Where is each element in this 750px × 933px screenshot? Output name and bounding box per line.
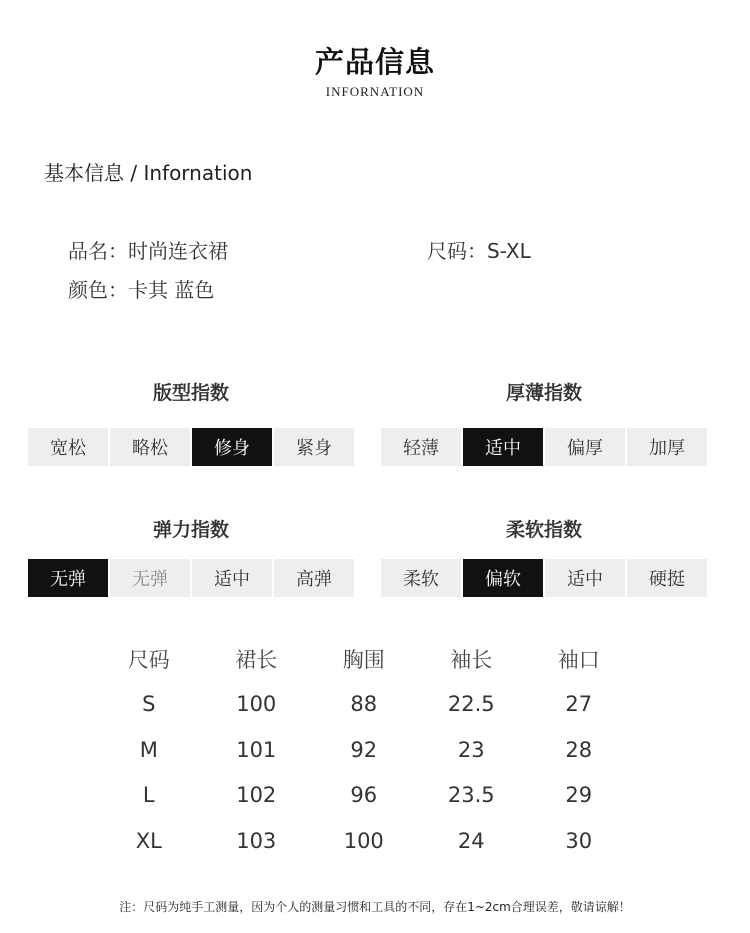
softness-index-option: 适中	[545, 559, 625, 597]
table-cell: 23.5	[447, 783, 495, 808]
thickness-index-option: 偏厚	[545, 428, 625, 466]
table-cell: 27	[565, 692, 593, 717]
page-title: 产品信息	[314, 45, 435, 79]
table-cell: 101	[236, 737, 277, 762]
table-cell: 24	[457, 828, 485, 853]
elasticity-index-option: 无弹	[28, 559, 108, 597]
table-row	[95, 727, 633, 773]
table-cell: S	[142, 692, 156, 717]
size-table-header	[95, 636, 633, 682]
size-table-header-cell: 袖口	[557, 647, 600, 672]
table-cell: 28	[565, 737, 593, 762]
table-row	[95, 773, 633, 819]
elasticity-index-option: 适中	[192, 559, 272, 597]
size-table	[95, 636, 633, 864]
size-table-header-cell: 尺码	[127, 647, 170, 672]
color-row	[68, 274, 214, 303]
color-label: 颜色：	[68, 278, 128, 302]
size-range-label: 尺码：	[427, 239, 487, 263]
product-name-row	[68, 235, 228, 264]
elasticity-index-option: 高弹	[274, 559, 354, 597]
table-cell: XL	[135, 828, 162, 853]
table-cell: L	[142, 783, 155, 808]
product-name-label: 品名：	[68, 239, 128, 263]
table-cell: 88	[350, 692, 378, 717]
table-cell: 100	[343, 828, 384, 853]
thickness-index-title: 厚薄指数	[505, 382, 582, 404]
fit-index-title: 版型指数	[152, 382, 229, 404]
thickness-index-option: 轻薄	[381, 428, 461, 466]
fit-index-option: 宽松	[28, 428, 108, 466]
table-cell: 96	[350, 783, 378, 808]
softness-index-option: 硬挺	[627, 559, 707, 597]
thickness-index-option: 加厚	[627, 428, 707, 466]
table-cell: 92	[350, 737, 378, 762]
softness-index-option: 偏软	[463, 559, 543, 597]
color-value: 卡其 蓝色	[128, 278, 215, 302]
elasticity-index-scale	[28, 559, 354, 597]
softness-index-scale	[381, 559, 707, 597]
basic-info-heading: 基本信息 / Infornation	[44, 161, 253, 185]
fit-index-scale	[28, 428, 354, 466]
fit-index-option: 紧身	[274, 428, 354, 466]
page-subtitle: INFORNATION	[325, 84, 425, 99]
softness-index-option: 柔软	[381, 559, 461, 597]
thickness-index-scale	[381, 428, 707, 466]
measurement-note: 注：尺码为纯手工测量，因为个人的测量习惯和工具的不同，存在1~2cm合理误差，敬请谅解！	[119, 900, 631, 914]
table-cell: 30	[565, 828, 593, 853]
product-name-value: 时尚连衣裙	[128, 239, 228, 263]
table-cell: 100	[236, 692, 277, 717]
size-range-row	[427, 235, 531, 264]
elasticity-index-title: 弹力指数	[152, 519, 229, 541]
elasticity-index-option: 无弹	[110, 559, 190, 597]
size-table-header-cell: 裙长	[235, 647, 278, 672]
table-cell: 103	[236, 828, 277, 853]
fit-index-option: 修身	[192, 428, 272, 466]
table-cell: 102	[236, 783, 277, 808]
thickness-index-option: 适中	[463, 428, 543, 466]
size-table-header-cell: 胸围	[342, 647, 385, 672]
fit-index-option: 略松	[110, 428, 190, 466]
table-cell: 23	[457, 737, 485, 762]
table-row	[95, 682, 633, 728]
softness-index-title: 柔软指数	[505, 519, 582, 541]
size-range-value: S-XL	[487, 239, 531, 263]
table-cell: 29	[565, 783, 593, 808]
table-cell: 22.5	[447, 692, 495, 717]
table-row	[95, 818, 633, 864]
table-cell: M	[139, 737, 158, 762]
size-table-header-cell: 袖长	[450, 647, 493, 672]
